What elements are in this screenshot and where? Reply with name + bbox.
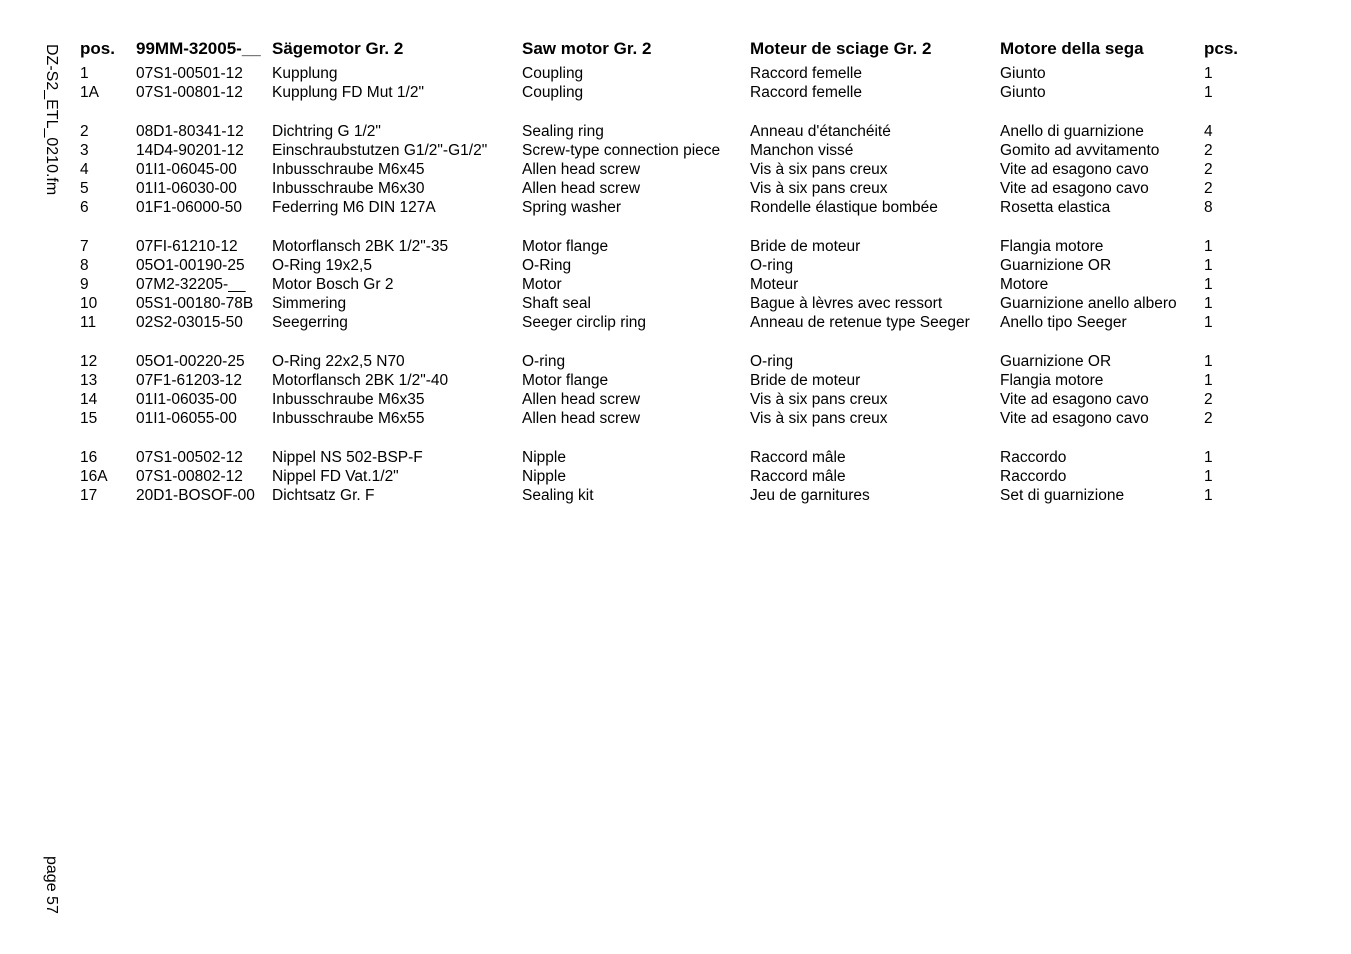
header-pos: pos.	[80, 39, 115, 58]
cell-french: Vis à six pans creux	[750, 180, 888, 198]
cell-part-no: 01I1-06035-00	[136, 391, 237, 409]
cell-german: Einschraubstutzen G1/2"-G1/2"	[272, 141, 488, 159]
cell-german: Kupplung	[272, 65, 338, 82]
cell-italian: Guarnizione anello albero	[1000, 295, 1177, 313]
header-english: Saw motor Gr. 2	[522, 39, 652, 58]
cell-french: Vis à six pans creux	[750, 160, 888, 178]
cell-german: Motor Bosch Gr 2	[272, 276, 394, 294]
cell-part-no: 08D1-80341-12	[136, 122, 244, 140]
cell-pcs: 1	[1204, 352, 1213, 370]
cell-italian: Guarnizione OR	[1000, 256, 1112, 274]
cell-pcs: 1	[1204, 467, 1213, 485]
cell-english: Allen head screw	[522, 391, 641, 409]
cell-part-no: 07M2-32205-__	[136, 276, 246, 294]
cell-part-no: 05O1-00190-25	[136, 256, 245, 274]
cell-part-no: 07F1-61203-12	[136, 372, 242, 389]
cell-pcs: 1	[1204, 314, 1213, 332]
cell-german: Dichtring G 1/2"	[272, 122, 381, 140]
cell-part-no: 01F1-06000-50	[136, 199, 242, 217]
cell-italian: Gomito ad avvitamento	[1000, 141, 1160, 159]
cell-part-no: 14D4-90201-12	[136, 141, 244, 159]
cell-german: Inbusschraube M6x35	[272, 391, 425, 409]
cell-english: Sealing ring	[522, 122, 604, 140]
cell-pcs: 1	[1204, 372, 1213, 389]
cell-french: O-ring	[750, 256, 794, 274]
cell-french: Anneau d'étanchéité	[750, 122, 891, 140]
cell-pos: 1	[80, 65, 89, 82]
cell-pcs: 2	[1204, 160, 1213, 178]
cell-part-no: 01I1-06030-00	[136, 180, 237, 198]
cell-pos: 16	[80, 448, 98, 466]
cell-pos: 13	[80, 372, 98, 389]
cell-english: Screw-type connection piece	[522, 141, 721, 159]
cell-pos: 15	[80, 410, 98, 428]
cell-english: Coupling	[522, 65, 584, 82]
cell-italian: Anello tipo Seeger	[1000, 314, 1127, 332]
file-name-label: DZ-S2_ETL_0210.fm	[43, 44, 60, 196]
cell-italian: Vite ad esagono cavo	[1000, 160, 1149, 178]
cell-part-no: 07S1-00802-12	[136, 467, 243, 485]
cell-english: Sealing kit	[522, 487, 594, 505]
cell-italian: Anello di guarnizione	[1000, 122, 1144, 140]
cell-english: Nipple	[522, 448, 566, 466]
cell-german: Federring M6 DIN 127A	[272, 199, 436, 217]
cell-french: Raccord mâle	[750, 448, 846, 466]
cell-italian: Set di guarnizione	[1000, 487, 1125, 505]
cell-pos: 16A	[80, 467, 108, 485]
cell-french: Raccord femelle	[750, 65, 862, 82]
cell-pos: 17	[80, 487, 98, 505]
cell-italian: Giunto	[1000, 65, 1046, 82]
header-italian: Motore della sega	[1000, 39, 1144, 58]
cell-italian: Rosetta elastica	[1000, 199, 1111, 217]
cell-english: Motor	[522, 276, 562, 294]
cell-pcs: 4	[1204, 122, 1213, 140]
cell-pos: 12	[80, 352, 98, 370]
cell-italian: Giunto	[1000, 84, 1046, 102]
cell-pos: 4	[80, 160, 89, 178]
cell-german: O-Ring 19x2,5	[272, 256, 372, 274]
cell-pcs: 1	[1204, 295, 1213, 313]
cell-english: Motor flange	[522, 372, 609, 389]
cell-german: Nippel FD Vat.1/2"	[272, 467, 399, 485]
cell-german: Motorflansch 2BK 1/2"-40	[272, 372, 449, 389]
cell-pos: 9	[80, 276, 89, 294]
cell-french: Rondelle élastique bombée	[750, 199, 938, 217]
cell-italian: Vite ad esagono cavo	[1000, 180, 1149, 198]
cell-part-no: 02S2-03015-50	[136, 314, 243, 332]
cell-italian: Vite ad esagono cavo	[1000, 410, 1149, 428]
cell-pcs: 2	[1204, 180, 1213, 198]
cell-english: Coupling	[522, 84, 584, 102]
cell-english: Shaft seal	[522, 295, 591, 313]
header-part-no: 99MM-32005-__	[136, 39, 261, 58]
cell-french: Bride de moteur	[750, 372, 861, 389]
cell-part-no: 05O1-00220-25	[136, 352, 245, 370]
header-pcs: pcs.	[1204, 39, 1239, 58]
cell-part-no: 07S1-00501-12	[136, 65, 243, 82]
cell-pcs: 2	[1204, 391, 1213, 409]
cell-german: Dichtsatz Gr. F	[272, 487, 375, 505]
cell-german: Simmering	[272, 295, 347, 313]
cell-italian: Raccordo	[1000, 448, 1067, 466]
cell-pos: 10	[80, 295, 98, 313]
cell-english: O-Ring	[522, 256, 572, 274]
header-german: Sägemotor Gr. 2	[272, 39, 404, 58]
cell-english: Allen head screw	[522, 410, 641, 428]
cell-pcs: 1	[1204, 448, 1213, 466]
cell-english: O-ring	[522, 352, 566, 370]
cell-english: Allen head screw	[522, 180, 641, 198]
cell-english: Allen head screw	[522, 160, 641, 178]
cell-french: Bague à lèvres avec ressort	[750, 295, 943, 313]
cell-french: Bride de moteur	[750, 237, 861, 255]
cell-part-no: 20D1-BOSOF-00	[136, 487, 255, 505]
page-number-label: page 57	[43, 856, 60, 914]
cell-pcs: 8	[1204, 199, 1213, 217]
cell-french: Vis à six pans creux	[750, 391, 888, 409]
cell-pcs: 1	[1204, 65, 1213, 82]
cell-part-no: 01I1-06045-00	[136, 160, 237, 178]
cell-pos: 8	[80, 256, 89, 274]
cell-italian: Vite ad esagono cavo	[1000, 391, 1149, 409]
cell-french: O-ring	[750, 352, 794, 370]
cell-french: Anneau de retenue type Seeger	[750, 314, 970, 332]
cell-english: Spring washer	[522, 199, 622, 217]
cell-part-no: 07S1-00502-12	[136, 448, 243, 466]
cell-english: Motor flange	[522, 237, 609, 255]
cell-pcs: 1	[1204, 84, 1213, 102]
cell-italian: Raccordo	[1000, 467, 1067, 485]
cell-german: Inbusschraube M6x30	[272, 180, 425, 198]
cell-pos: 6	[80, 199, 89, 217]
cell-german: O-Ring 22x2,5 N70	[272, 352, 405, 370]
cell-pos: 14	[80, 391, 98, 409]
cell-part-no: 07FI-61210-12	[136, 237, 238, 255]
cell-pos: 2	[80, 122, 89, 140]
cell-pcs: 1	[1204, 276, 1213, 294]
cell-french: Vis à six pans creux	[750, 410, 888, 428]
cell-german: Seegerring	[272, 314, 348, 332]
cell-italian: Flangia motore	[1000, 237, 1104, 255]
cell-pcs: 1	[1204, 487, 1213, 505]
cell-pcs: 2	[1204, 410, 1213, 428]
cell-pcs: 1	[1204, 256, 1213, 274]
cell-french: Raccord mâle	[750, 467, 846, 485]
cell-german: Nippel NS 502-BSP-F	[272, 448, 423, 466]
cell-english: Nipple	[522, 467, 566, 485]
cell-italian: Flangia motore	[1000, 372, 1104, 389]
cell-pos: 1A	[80, 84, 99, 102]
cell-part-no: 05S1-00180-78B	[136, 295, 254, 313]
cell-pos: 3	[80, 141, 89, 159]
cell-italian: Guarnizione OR	[1000, 352, 1112, 370]
cell-french: Moteur	[750, 276, 799, 294]
cell-german: Inbusschraube M6x55	[272, 410, 425, 428]
cell-pos: 11	[80, 314, 97, 332]
cell-german: Inbusschraube M6x45	[272, 160, 425, 178]
cell-pcs: 2	[1204, 141, 1213, 159]
cell-part-no: 07S1-00801-12	[136, 84, 243, 102]
cell-french: Jeu de garnitures	[750, 487, 870, 505]
cell-german: Kupplung FD Mut 1/2"	[272, 84, 424, 102]
cell-pos: 5	[80, 180, 89, 198]
cell-pcs: 1	[1204, 237, 1213, 255]
cell-german: Motorflansch 2BK 1/2"-35	[272, 237, 449, 255]
cell-pos: 7	[80, 237, 89, 255]
header-french: Moteur de sciage Gr. 2	[750, 39, 932, 58]
cell-part-no: 01I1-06055-00	[136, 410, 237, 428]
cell-english: Seeger circlip ring	[522, 314, 647, 332]
cell-italian: Motore	[1000, 276, 1049, 294]
cell-french: Raccord femelle	[750, 84, 862, 102]
cell-french: Manchon vissé	[750, 141, 854, 159]
